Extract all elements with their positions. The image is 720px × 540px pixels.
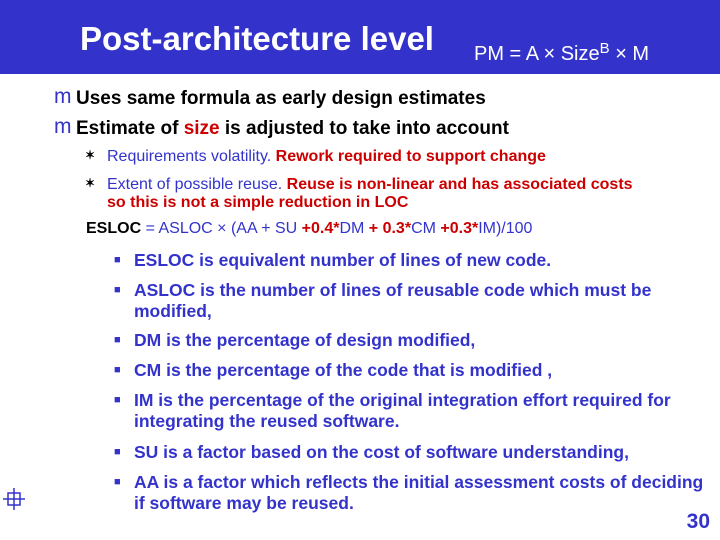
bullet-marker: m	[54, 115, 72, 138]
formula-suffix: × M	[609, 43, 650, 65]
formula-exponent: B	[599, 40, 610, 57]
formula-prefix: PM = A × Size	[474, 43, 600, 65]
sub-bullet-marker: ✶	[85, 176, 96, 190]
sub-bullet-text: Requirements volatility. Rework required to support change	[107, 148, 546, 165]
bullet-marker: m	[54, 85, 72, 108]
definition-marker: ■	[114, 476, 121, 488]
crosshair-icon	[3, 488, 25, 510]
sub-bullet-text: Extent of possible reuse. Reuse is non-linear and has associated costs so this is not a simple reduction in LOC	[107, 176, 633, 211]
sub-bullet-marker: ✶	[85, 148, 96, 162]
definition-marker: ■	[114, 284, 121, 296]
definition-marker: ■	[114, 334, 121, 346]
definition-marker: ■	[114, 364, 121, 376]
definition-text: CM is the percentage of the code that is modified ,	[134, 360, 553, 380]
definition-text: DM is the percentage of design modified,	[134, 330, 476, 350]
definition-text: AA is a factor which reflects the initial assessment costs of deciding if software may be reused.	[134, 472, 704, 513]
pm-formula	[474, 40, 649, 66]
definition-text: ESLOC is equivalent number of lines of new code.	[134, 250, 552, 270]
definition-text: SU is a factor based on the cost of software understanding,	[134, 442, 629, 462]
definition-text: IM is the percentage of the original integration effort required for integrating the reused software.	[134, 390, 671, 431]
definition-marker: ■	[114, 254, 121, 266]
slide-title: Post-architecture level	[80, 20, 434, 57]
page-number: 30	[686, 510, 710, 533]
definition-marker: ■	[114, 394, 121, 406]
esloc-formula: ESLOC = ASLOC × (AA + SU +0.4*DM + 0.3*CM +0.3*IM)/100	[86, 220, 533, 237]
definition-text: ASLOC is the number of lines of reusable code which must be modified,	[134, 280, 652, 321]
bullet-text: Estimate of size is adjusted to take into account	[76, 118, 509, 139]
definition-marker: ■	[114, 446, 121, 458]
bullet-text: Uses same formula as early design estimates	[76, 88, 486, 109]
